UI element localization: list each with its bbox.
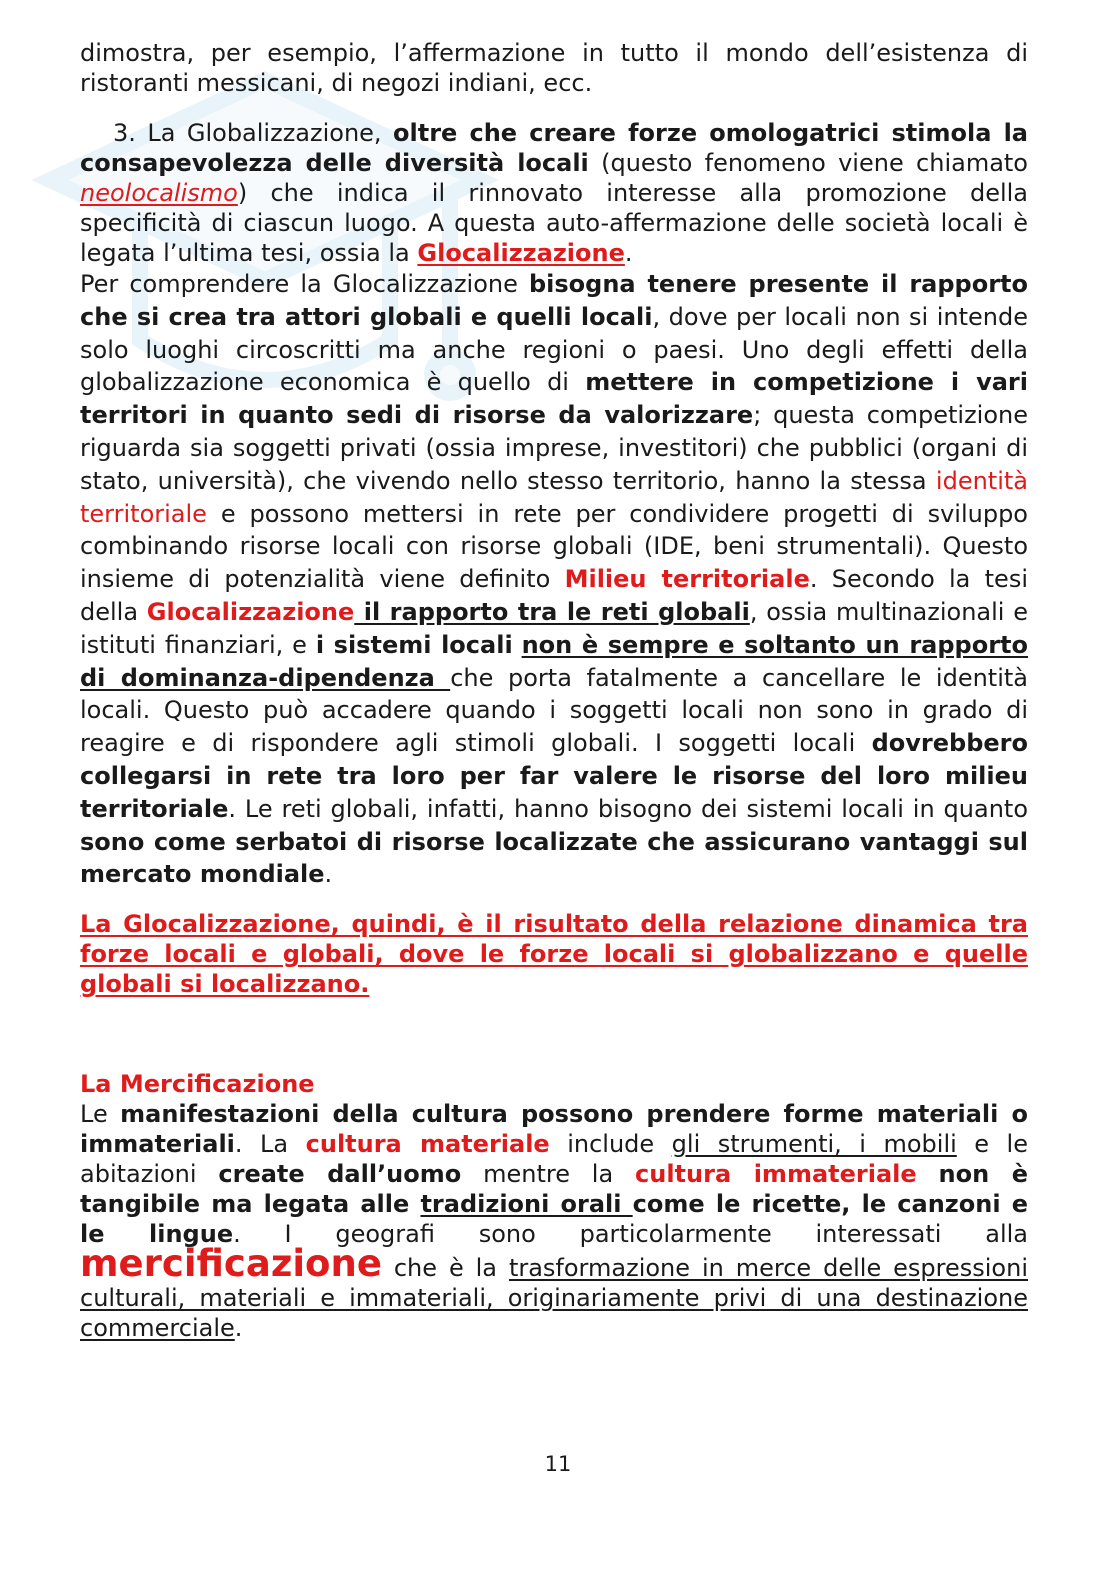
bold-span: i sistemi locali	[315, 630, 513, 659]
term-glocalizzazione: Glocalizzazione	[146, 597, 355, 626]
text-span: dimostra, per esempio, l’affermazione in tutto il mondo dell’esistenza di ristoranti messicani, di negozi indiani, ecc.	[80, 39, 1028, 97]
bold-span: mettere in competizione i vari territori in quanto sedi di risorse da valorizzare	[80, 368, 1028, 430]
text-span: . Le reti globali, infatti, hanno bisogno dei sistemi locali in quanto	[228, 794, 1028, 823]
bold-span: create dall’uomo	[218, 1160, 462, 1189]
text-span: mentre la	[461, 1160, 636, 1189]
text-span: che porta fatalmente a cancellare le identità locali. Questo può accadere quando i soggetti locali non sono in grado di reagire e di rispondere agli stimoli globali. I soggetti locali	[80, 663, 1028, 758]
paragraph-conclusion	[80, 909, 1028, 999]
text-span: , dove per locali non si intende solo luoghi circoscritti ma anche regioni o paesi. Uno degli effetti della globalizzazione economica è quello di	[80, 302, 1028, 397]
term-glocalizzazione: Glocalizzazione	[417, 239, 625, 267]
text-span	[513, 631, 522, 659]
term-neolocalismo: neolocalismo	[80, 179, 238, 207]
text-span: che è la	[381, 1254, 509, 1283]
text-span: Le	[80, 1100, 121, 1129]
text-span: ; questa competizione riguarda sia soggetti privati (ossia imprese, investitori) che pubblici (organi di stato, università), che vivendo nello stesso territorio, hanno la stessa	[80, 401, 1029, 495]
term-cultura-immateriale: cultura immateriale	[635, 1160, 917, 1189]
text-span: ) che indica il rinnovato interesse alla promozione della specificità di ciascun luogo. A questa auto-affermazione delle società locali è legata l’ultima tesi, ossia la	[80, 179, 1028, 267]
underlined-span: trasformazione in merce delle espressioni culturali, materiali e immateriali, originariamente privi di una destinazione commerciale	[80, 1254, 1028, 1343]
term-mercificazione: mercificazione	[80, 1242, 382, 1286]
bold-underlined-span: tradizioni orali	[420, 1190, 633, 1219]
bold-span: non è tangibile ma legata alle	[80, 1160, 1028, 1219]
bold-underlined-span: il rapporto tra le reti globali	[354, 597, 750, 626]
text-span: , ossia multinazionali e istituti finanziari, e	[80, 597, 1028, 659]
bold-span: oltre che creare forze omologatrici stimola la consapevolezza delle diversità locali	[80, 119, 1029, 177]
underlined-span: gli strumenti, i mobili	[671, 1130, 957, 1159]
paragraph-mercificazione	[80, 1099, 1028, 1343]
bold-span: sono come serbatoi di risorse localizzate che assicurano vantaggi sul mercato mondiale	[80, 827, 1028, 889]
paragraph-intro-continuation	[80, 38, 1028, 98]
text-span: include	[549, 1130, 672, 1159]
text-span: . La	[234, 1130, 306, 1159]
paragraph-glocalizzazione	[80, 268, 1028, 891]
page-number: 11	[544, 1452, 572, 1476]
term-identita-territoriale: identità territoriale	[80, 466, 1028, 528]
bold-span: dovrebbero collegarsi in rete tra loro per far valere le risorse del loro milieu territoriale	[80, 729, 1028, 823]
text-span: (questo fenomeno viene chiamato	[588, 149, 1028, 177]
bold-underlined-span: non è sempre e soltanto un rapporto di dominanza-dipendenza	[80, 630, 1028, 692]
heading-mercificazione: La Mercificazione	[80, 1070, 315, 1099]
text-span: .	[234, 1314, 243, 1343]
document-page	[80, 38, 1028, 1343]
text-span: .	[324, 860, 333, 889]
text-span: .	[624, 239, 633, 267]
text-span: e possono mettersi in rete per condividere progetti di sviluppo combinando risorse locali con risorse globali (IDE, beni strumentali). Questo insieme di potenzialità viene definito	[80, 499, 1028, 594]
conclusion-highlight: La Glocalizzazione, quindi, è il risultato della relazione dinamica tra forze locali e globali, dove le forze locali si globalizzano e quelle globali si localizzano.	[80, 910, 1028, 999]
text-span: 3. La Globalizzazione,	[113, 119, 394, 147]
bold-span: manifestazioni della cultura possono prendere forme materiali o immateriali	[80, 1100, 1029, 1159]
text-span	[917, 1160, 939, 1188]
text-span: e le abitazioni	[80, 1130, 1028, 1189]
bold-span: bisogna tenere presente il rapporto che si crea tra attori globali e quelli locali	[80, 270, 1028, 331]
term-milieu-territoriale: Milieu territoriale	[564, 565, 810, 594]
term-cultura-materiale: cultura materiale	[305, 1130, 550, 1159]
list-item-3	[80, 118, 1028, 268]
text-span: Per comprendere la Glocalizzazione	[80, 270, 529, 298]
bold-span: come le ricette, le canzoni e le lingue	[80, 1190, 1029, 1249]
text-span: . I geografi sono particolarmente interessati alla	[233, 1220, 1028, 1249]
section-heading	[80, 1069, 1028, 1099]
text-span: . Secondo la tesi della	[80, 565, 1028, 626]
